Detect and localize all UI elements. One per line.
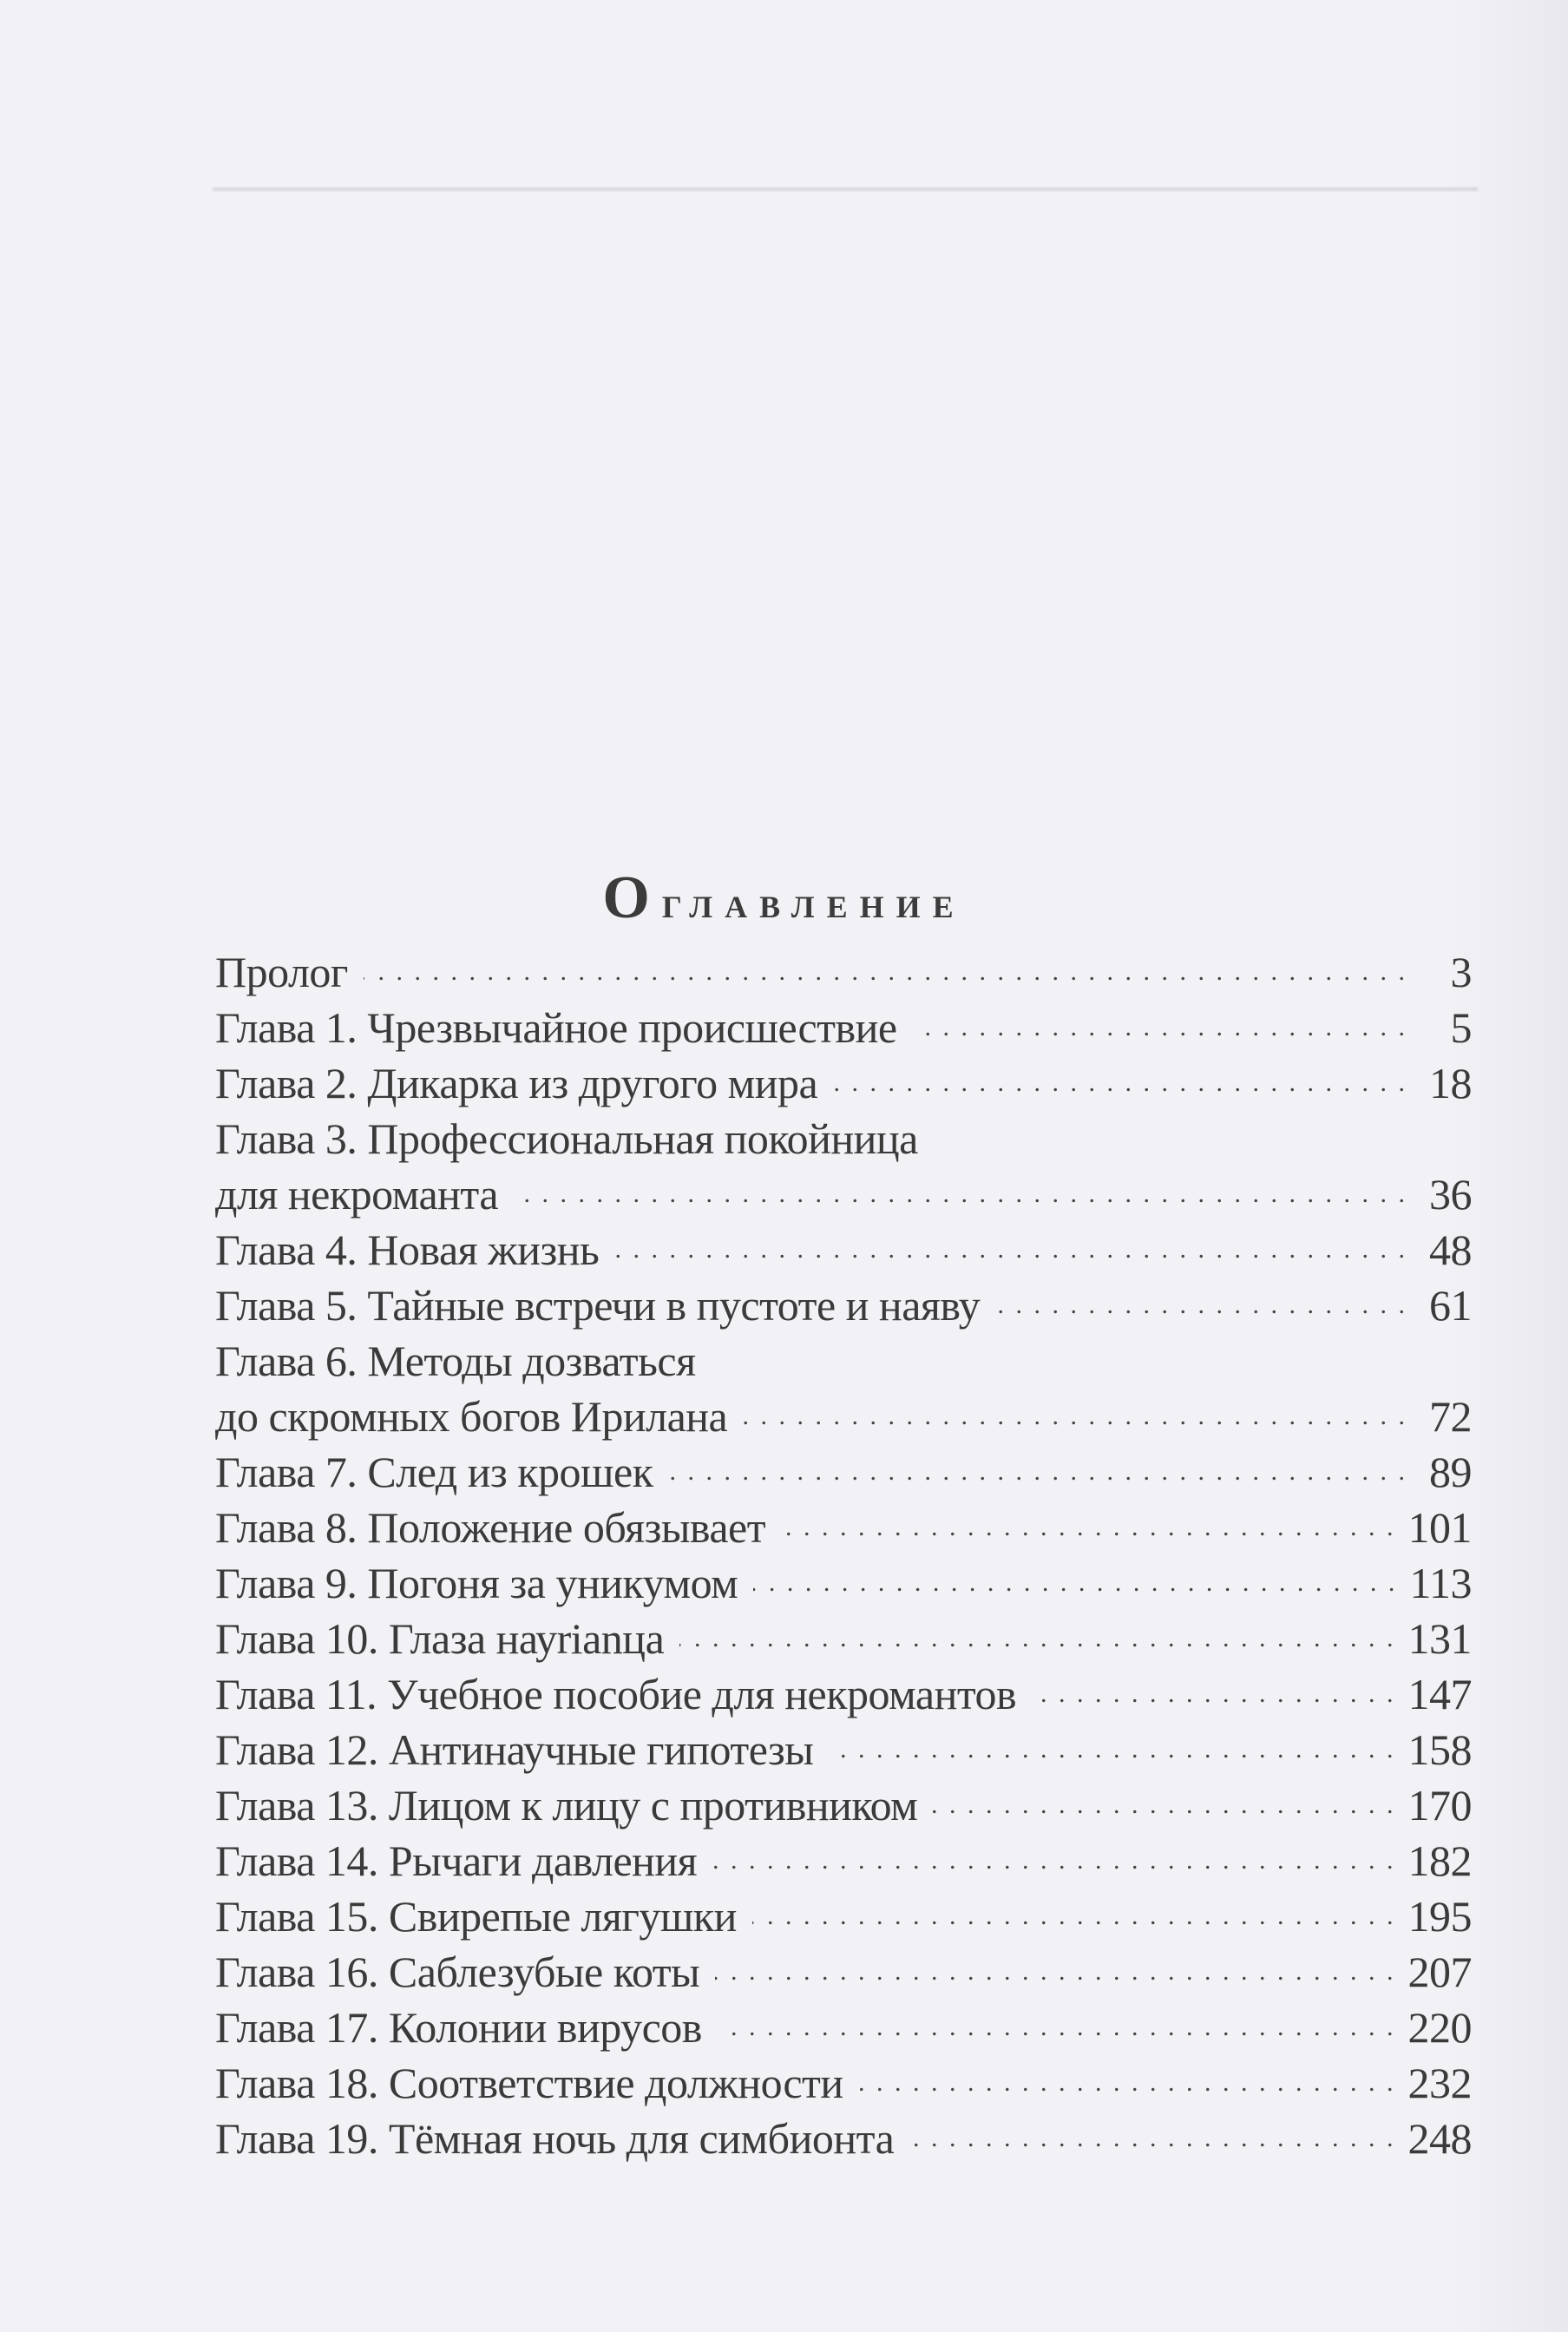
toc-entry-page-number: 147 [1407, 1670, 1472, 1718]
toc-entry [215, 2000, 1472, 2055]
dot-leader [743, 1389, 1407, 1444]
toc-entry-title: Глава 14. Рычаги давления [215, 1836, 698, 1885]
dot-leader [715, 1944, 1395, 2000]
toc-entry [215, 1722, 1472, 1777]
toc-entry [215, 1889, 1472, 1944]
toc-entry-title: Глава 3. Профессиональная покойница [215, 1114, 918, 1163]
toc-entry-page-number: 61 [1429, 1281, 1472, 1330]
toc-entry-title: Глава 4. Новая жизнь [215, 1225, 600, 1274]
toc-entry-title: Глава 7. След из крошек [215, 1448, 653, 1496]
dot-leader [514, 1166, 1407, 1222]
dot-leader [718, 2000, 1396, 2055]
toc-entry-title: Глава 8. Положение обязывает [215, 1503, 766, 1552]
toc-entry [215, 1000, 1472, 1055]
toc-entry [215, 1611, 1472, 1666]
toc-entry-title: Глава 19. Тёмная ночь для симбионта [215, 2114, 895, 2163]
header-rule-bleedthrough [213, 187, 1478, 191]
dot-leader [614, 1222, 1407, 1278]
toc-entry-page-number: 170 [1407, 1781, 1472, 1829]
dot-leader [933, 1777, 1395, 1833]
toc-entry [215, 1555, 1472, 1611]
toc-entry-page-number: 48 [1429, 1225, 1472, 1274]
toc-entry-title: Глава 18. Соответствие должности [215, 2059, 843, 2107]
toc-entry-page-number: 220 [1407, 2003, 1472, 2052]
toc-entry [215, 2111, 1472, 2166]
toc-entry-page-number: 18 [1429, 1059, 1472, 1107]
toc-entry-title: Глава 1. Чрезвычайное происшествие [215, 1003, 897, 1052]
toc-entry-page-number: 195 [1407, 1892, 1472, 1941]
toc-entry [215, 1333, 1472, 1389]
toc-entry-page-number: 101 [1407, 1503, 1472, 1552]
dot-leader [859, 2055, 1396, 2111]
dot-leader [753, 1555, 1397, 1611]
dot-leader [712, 1833, 1395, 1889]
dot-leader [669, 1444, 1408, 1500]
toc-entry-title: для некроманта [215, 1170, 499, 1219]
table-of-contents [215, 944, 1472, 2166]
dot-leader [781, 1500, 1395, 1555]
toc-entry [215, 1944, 1472, 2000]
toc-entry-title: Глава 6. Методы дозваться [215, 1337, 696, 1385]
toc-entry-page-number: 248 [1407, 2114, 1472, 2163]
toc-heading-initial: О [602, 864, 662, 931]
toc-entry-page-number: 5 [1450, 1003, 1472, 1052]
dot-leader [833, 1055, 1407, 1111]
toc-entry [215, 1833, 1472, 1889]
toc-heading [0, 864, 1568, 933]
dot-leader [752, 1889, 1396, 1944]
toc-entry-title: Глава 15. Свирепые лягушки [215, 1892, 737, 1941]
dot-leader [679, 1611, 1395, 1666]
toc-entry-page-number: 232 [1407, 2059, 1472, 2107]
dot-leader [913, 1000, 1407, 1055]
toc-entry-title: Глава 9. Погоня за уникумом [215, 1559, 738, 1607]
toc-entry-title: Глава 2. Дикарка из другого мира [215, 1059, 818, 1107]
toc-entry [215, 1111, 1472, 1166]
toc-entry-page-number: 158 [1407, 1725, 1472, 1774]
toc-entry [215, 1389, 1472, 1444]
toc-entry-title: до скромных богов Ирилана [215, 1392, 728, 1441]
toc-entry-title: Глава 13. Лицом к лицу с противником [215, 1781, 918, 1829]
toc-entry-title: Глава 16. Саблезубые коты [215, 1948, 700, 1996]
dot-leader [1032, 1666, 1395, 1722]
toc-entry-page-number: 207 [1407, 1948, 1472, 1996]
toc-entry [215, 2055, 1472, 2111]
toc-entry-page-number: 72 [1429, 1392, 1472, 1441]
toc-entry-page-number: 113 [1409, 1559, 1472, 1607]
toc-entry-title: Глава 12. Антинаучные гипотезы [215, 1725, 814, 1774]
toc-entry [215, 1166, 1472, 1222]
toc-entry-page-number: 182 [1407, 1836, 1472, 1885]
toc-entry [215, 944, 1472, 1000]
toc-entry-page-number: 89 [1429, 1448, 1472, 1496]
toc-entry [215, 1500, 1472, 1555]
dot-leader [909, 2111, 1395, 2166]
toc-entry [215, 1444, 1472, 1500]
toc-entry [215, 1666, 1472, 1722]
dot-leader [995, 1278, 1407, 1333]
dot-leader [364, 944, 1407, 1000]
toc-entry [215, 1055, 1472, 1111]
toc-entry-title: Глава 11. Учебное пособие для некромантов [215, 1670, 1017, 1718]
toc-heading-rest: главление [661, 877, 966, 928]
toc-entry [215, 1777, 1472, 1833]
toc-entry-title: Глава 5. Тайные встречи в пустоте и наяву [215, 1281, 981, 1330]
toc-entry-title: Глава 10. Глаза науrianца [215, 1614, 665, 1663]
toc-entry [215, 1222, 1472, 1278]
dot-leader [829, 1722, 1395, 1777]
toc-entry-page-number: 36 [1429, 1170, 1472, 1219]
toc-entry-page-number: 3 [1450, 948, 1472, 996]
toc-entry [215, 1278, 1472, 1333]
toc-entry-title: Пролог [215, 948, 348, 996]
toc-entry-page-number: 131 [1407, 1614, 1472, 1663]
toc-entry-title: Глава 17. Колонии вирусов [215, 2003, 702, 2052]
